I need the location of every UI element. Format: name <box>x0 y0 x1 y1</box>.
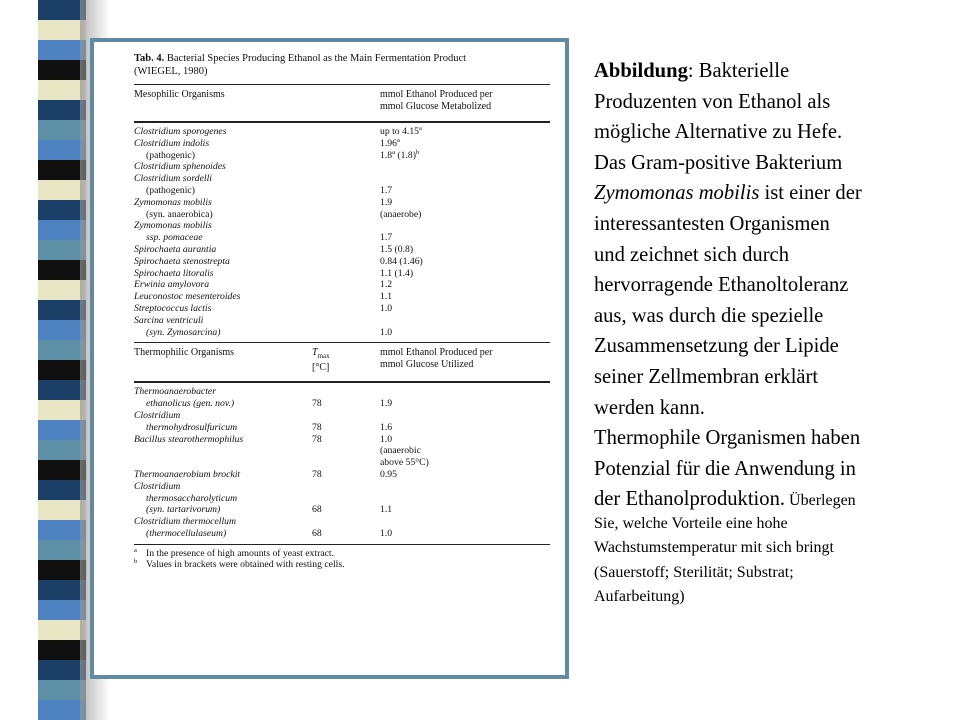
strip-block <box>38 640 86 661</box>
organism-name: Clostridium sordelli <box>134 173 212 185</box>
organism-name: Zymomonas mobilis <box>594 182 760 205</box>
organism-subname: (pathogenic) <box>146 184 195 196</box>
table-row <box>134 138 550 150</box>
thermo-header-val-line1: mmol Ethanol Produced per <box>380 347 493 359</box>
description-paragraph <box>594 56 952 515</box>
ethanol-value <box>380 150 419 162</box>
temperature-value: 68 <box>312 527 322 539</box>
value-text: 1.7 <box>380 184 393 196</box>
table-row <box>134 126 550 138</box>
organism-subname: (thermocellulaseum) <box>146 527 227 539</box>
table-row <box>134 268 550 280</box>
value-extra: (1.8) <box>395 149 416 161</box>
ethanol-value <box>380 209 421 221</box>
temperature-value: 68 <box>312 504 322 516</box>
table-row <box>134 386 550 398</box>
footnote-mark: b <box>415 148 420 156</box>
strip-block <box>38 100 86 121</box>
organism-name: Clostridium indolis <box>134 137 210 149</box>
organism-name: Clostridium thermocellum <box>134 516 236 528</box>
ethanol-value <box>380 244 413 256</box>
strip-block <box>38 580 86 601</box>
table-row <box>134 516 550 528</box>
organism-name: Clostridium sporogenes <box>134 126 227 137</box>
table-row <box>134 398 550 410</box>
ethanol-value: 1.9 <box>380 398 393 410</box>
strip-block <box>38 380 86 401</box>
strip-block <box>38 80 86 101</box>
question-paragraph <box>594 512 952 610</box>
question-start: Überlegen <box>785 492 856 510</box>
thermo-header-val-line2: mmol Glucose Utilized <box>380 359 474 371</box>
description-line: interessantesten Organismen <box>594 212 830 235</box>
table-row <box>134 457 550 469</box>
ethanol-value <box>380 303 392 315</box>
strip-block <box>38 140 86 161</box>
description-line: und zeichnet sich durch <box>594 243 789 266</box>
footnote-mark: a <box>419 124 422 132</box>
table-row <box>134 469 550 481</box>
table-row <box>134 303 550 315</box>
organism-subname: (pathogenic) <box>146 149 195 161</box>
strip-block <box>38 520 86 541</box>
organism-subname: (syn. tartarivorum) <box>146 504 221 516</box>
question-line: Aufarbeitung) <box>594 588 685 606</box>
strip-block <box>38 560 86 581</box>
organism-name: Spirochaeta stenostrepta <box>134 255 230 267</box>
ethanol-value <box>380 197 392 209</box>
meso-header-val-line2: mmol Glucose Metabolized <box>380 101 492 112</box>
description-title-rest: : Bakterielle <box>687 60 790 82</box>
temperature-value: 78 <box>312 398 322 410</box>
ethanol-value <box>380 279 392 291</box>
strip-block <box>38 480 86 501</box>
value-text: up to 4.15 <box>380 126 420 137</box>
description-line: Potenzial für die Anwendung in <box>594 457 856 480</box>
thermo-header-val <box>380 347 492 371</box>
table-row <box>134 150 550 162</box>
question-line: Wachstumstemperatur mit sich bringt <box>594 539 834 557</box>
thermo-header-temp <box>312 347 330 374</box>
value-text: 1.1 <box>380 291 393 303</box>
organism-subname: ssp. pomaceae <box>146 232 203 244</box>
table-row <box>134 315 550 327</box>
ethanol-value <box>380 185 392 197</box>
rule <box>134 84 550 85</box>
strip-block <box>38 440 86 461</box>
organism-name: Zymomonas mobilis <box>134 220 212 232</box>
table-row <box>134 244 550 256</box>
table-row <box>134 173 550 185</box>
ethanol-value <box>380 291 392 303</box>
strip-block <box>38 240 86 261</box>
organism-name: Streptococcus lactis <box>134 302 212 314</box>
organism-name: Thermoanaerobacter <box>134 386 216 398</box>
organism-name: Bacillus stearothermophilus <box>134 433 244 445</box>
table-row <box>134 434 550 446</box>
description-line: Produzenten von Ethanol als <box>594 90 831 113</box>
table-row <box>134 161 550 173</box>
table-row <box>134 327 550 339</box>
table-row <box>134 256 550 268</box>
organism-name: Zymomonas mobilis <box>134 196 212 208</box>
organism-name: Thermoanaerobium brockit <box>134 468 241 480</box>
footnote: a In the presence of high amounts of yeast extract. <box>134 546 335 559</box>
table-row <box>134 232 550 244</box>
organism-subname: ethanolicus (gen. nov.) <box>146 398 235 410</box>
description-line: Zusammensetzung der Lipide <box>594 335 839 358</box>
description-title: Abbildung <box>594 60 688 82</box>
thermo-rows <box>134 386 550 539</box>
caption-ref: (WIEGEL, 1980) <box>134 66 208 77</box>
description-line: werden kann. <box>594 396 705 419</box>
caption-label: Tab. 4. <box>134 53 165 64</box>
organism-name: Clostridium sphenoides <box>134 161 226 173</box>
strip-block <box>38 360 86 381</box>
organism-name: Sarcina ventriculi <box>134 314 204 326</box>
ethanol-value <box>380 256 423 268</box>
strip-block <box>38 120 86 141</box>
question-line: (Sauerstoff; Sterilität; Substrat; <box>594 563 794 581</box>
temperature-value: 78 <box>312 421 322 433</box>
ethanol-value: (anaerobic <box>380 445 421 457</box>
ethanol-value <box>380 327 392 339</box>
description-line: ist einer der <box>759 182 862 205</box>
footnote-mark: a <box>392 148 395 156</box>
rule <box>134 342 550 343</box>
table-row <box>134 209 550 221</box>
temp-subscript: max <box>317 352 330 361</box>
strip-block <box>38 340 86 361</box>
strip-block <box>38 320 86 341</box>
description-line: Das Gram-positive Bakterium <box>594 151 843 174</box>
value-text: 1.2 <box>380 279 393 291</box>
organism-name: Leuconostoc mesenteroides <box>134 291 241 303</box>
strip-block <box>38 180 86 201</box>
strip-block <box>38 20 86 41</box>
organism-name: Erwinia amylovora <box>134 279 210 291</box>
description-line: mögliche Alternative zu Hefe. <box>594 121 843 144</box>
organism-name: Clostridium <box>134 480 181 492</box>
temperature-value: 78 <box>312 468 322 480</box>
meso-header-val <box>380 89 492 113</box>
strip-block <box>38 600 86 621</box>
strip-block <box>38 680 86 701</box>
meso-header-val-line1: mmol Ethanol Produced per <box>380 89 493 100</box>
strip-block <box>38 540 86 561</box>
table-row <box>134 422 550 434</box>
table-figure-frame <box>90 38 569 679</box>
strip-block <box>38 220 86 241</box>
caption-text: Bacterial Species Producing Ethanol as the Main Fermentation Product <box>166 53 467 64</box>
description-line: aus, was durch die spezielle <box>594 304 824 327</box>
table-row <box>134 291 550 303</box>
strip-block <box>38 300 86 321</box>
species-table <box>134 52 550 571</box>
strip-block <box>38 460 86 481</box>
strip-block <box>38 400 86 421</box>
organism-subname: thermosaccharolyticum <box>146 492 238 504</box>
table-caption <box>134 52 550 78</box>
organism-subname: (syn. anaerobica) <box>146 208 213 220</box>
table-row <box>134 481 550 493</box>
description-line: Thermophile Organismen haben <box>594 427 861 450</box>
organism-name: Spirochaeta litoralis <box>134 267 214 279</box>
description-line: hervorragende Ethanoltoleranz <box>594 274 849 297</box>
strip-block <box>38 40 86 61</box>
strip-block <box>38 160 86 181</box>
ethanol-value: 0.95 <box>380 468 397 480</box>
ethanol-value: 1.1 <box>380 504 393 516</box>
strip-block <box>38 60 86 81</box>
thermo-header <box>134 347 550 375</box>
table-row <box>134 528 550 540</box>
meso-rows <box>134 126 550 338</box>
table-row <box>134 504 550 516</box>
footnote-text: Values in brackets were obtained with resting cells. <box>146 559 345 571</box>
value-text: 1.7 <box>380 232 393 244</box>
value-text: 1.96 <box>380 137 397 149</box>
ethanol-value <box>380 268 413 280</box>
strip-block <box>38 200 86 221</box>
strip-block <box>38 0 86 21</box>
organism-subname: thermohydrosulfuricum <box>146 421 238 433</box>
ethanol-value <box>380 126 422 138</box>
table-row <box>134 410 550 422</box>
strip-block <box>38 280 86 301</box>
ethanol-value: 1.6 <box>380 421 393 433</box>
meso-header-org: Mesophilic Organisms <box>134 89 225 100</box>
meso-header <box>134 89 550 117</box>
description-text <box>594 56 952 610</box>
ethanol-value: above 55°C) <box>380 457 429 469</box>
strip-block <box>38 660 86 681</box>
ethanol-value <box>380 138 400 150</box>
organism-subname: (syn. Zymosarcina) <box>146 326 221 338</box>
thermo-header-org: Thermophilic Organisms <box>134 347 235 359</box>
table-row <box>134 493 550 505</box>
strip-block <box>38 260 86 281</box>
value-text: 1.9 <box>380 196 393 208</box>
table-row <box>134 185 550 197</box>
value-text: (anaerobe) <box>380 208 422 220</box>
rule <box>134 381 550 383</box>
value-text: 1.5 (0.8) <box>380 243 414 255</box>
footnote: b Values in brackets were obtained with resting cells. <box>134 558 345 571</box>
description-line: der Ethanolproduktion. <box>594 488 786 511</box>
footnote-text: In the presence of high amounts of yeast extract. <box>146 547 335 559</box>
ethanol-value <box>380 232 392 244</box>
table-row <box>134 445 550 457</box>
table-row <box>134 279 550 291</box>
organism-name: Spirochaeta aurantia <box>134 243 217 255</box>
strip-block <box>38 620 86 641</box>
ethanol-value: 1.0 <box>380 433 393 445</box>
temperature-value: 78 <box>312 433 322 445</box>
strip-block <box>38 420 86 441</box>
temp-symbol: T <box>312 347 318 359</box>
question-line: Sie, welche Vorteile eine hohe <box>594 514 788 532</box>
table-row <box>134 197 550 209</box>
value-text: 0.84 (1.46) <box>380 255 423 267</box>
organism-name: Clostridium <box>134 409 181 421</box>
ethanol-value: 1.0 <box>380 527 393 539</box>
footnote-mark: a <box>396 136 400 144</box>
value-text: 1.0 <box>380 326 393 338</box>
strip-block <box>38 700 86 720</box>
table-row <box>134 220 550 232</box>
value-text: 1.8 <box>380 149 393 161</box>
rule <box>134 121 550 123</box>
strip-block <box>38 500 86 521</box>
value-text: 1.1 (1.4) <box>380 267 414 279</box>
rule <box>134 544 550 545</box>
temp-unit: [°C] <box>312 362 330 374</box>
footnotes <box>134 548 550 571</box>
value-text: 1.0 <box>380 302 393 314</box>
description-line: seiner Zellmembran erklärt <box>594 365 819 388</box>
